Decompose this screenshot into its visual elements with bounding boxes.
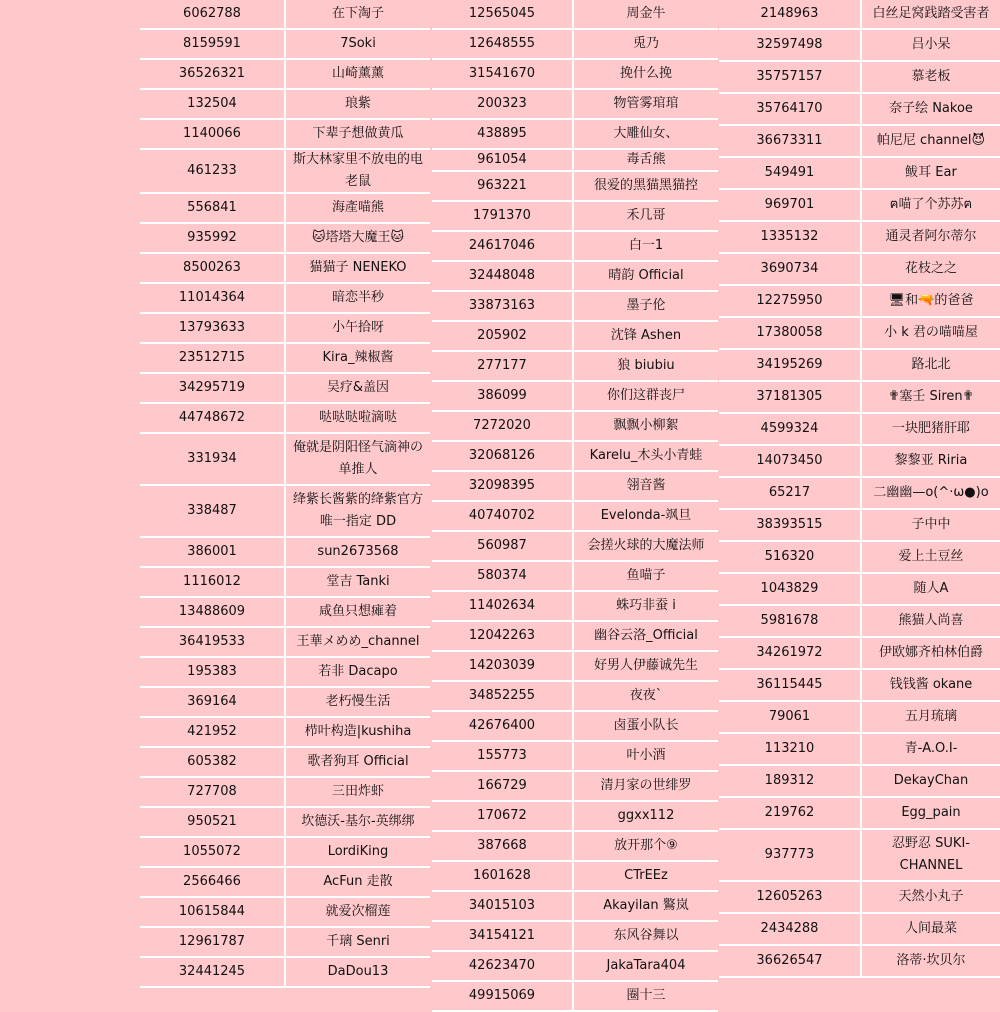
user-name-cell: 坎德沃-基尔-英绑绑 <box>301 814 415 829</box>
user-id-cell: 166729 <box>432 772 574 800</box>
user-id-cell: 969701 <box>719 190 862 220</box>
table-row <box>719 190 1000 222</box>
user-id-cell: 113210 <box>719 734 862 764</box>
user-id-cell: 219762 <box>719 798 862 828</box>
table-row <box>719 670 1000 702</box>
user-name-cell: 放开那个⑨ <box>614 838 678 853</box>
user-name-cell: 大雕仙女、 <box>613 126 679 141</box>
user-id-cell: 556841 <box>140 194 286 222</box>
table-row <box>432 60 718 90</box>
table-row <box>432 150 718 172</box>
user-name-cell: CTrEEz <box>624 868 668 883</box>
user-id-cell: 560987 <box>432 532 574 560</box>
user-id-cell: 36115445 <box>719 670 862 700</box>
user-id-cell: 935992 <box>140 224 286 252</box>
table-row <box>719 734 1000 766</box>
user-name-cell: 卤蛋小队长 <box>613 718 679 733</box>
table-row <box>719 0 1000 30</box>
user-id-cell: 49915069 <box>432 982 574 1010</box>
user-id-cell: 461233 <box>140 150 286 192</box>
user-name-cell: 小 k 君の喵喵屋 <box>884 325 978 340</box>
user-id-cell: 961054 <box>432 150 574 170</box>
table-row <box>719 478 1000 510</box>
user-name-cell: 哒哒哒啦滴哒 <box>318 410 397 425</box>
table-row <box>719 222 1000 254</box>
table-row <box>140 314 430 344</box>
user-name-cell: ✟塞壬 Siren✟ <box>888 389 974 404</box>
user-name-cell: DekayChan <box>893 773 969 788</box>
user-name-cell: 子中中 <box>911 517 951 532</box>
user-id-cell: 1335132 <box>719 222 862 252</box>
user-name-cell: 周金牛 <box>626 6 666 21</box>
user-id-cell: 38393515 <box>719 510 862 540</box>
table-row <box>719 574 1000 606</box>
user-id-cell: 369164 <box>140 688 286 716</box>
table-row <box>432 832 718 862</box>
table-row <box>432 382 718 412</box>
table-row <box>432 202 718 232</box>
table-row <box>432 0 718 30</box>
user-id-cell: 79061 <box>719 702 862 732</box>
user-id-cell: 10615844 <box>140 898 286 926</box>
user-id-cell: 12275950 <box>719 286 862 316</box>
user-name-cell: 帕尼尼 channel😈 <box>876 133 986 148</box>
table-row <box>432 592 718 622</box>
user-name-cell: 物管雾琯琯 <box>613 96 679 111</box>
user-id-cell: 155773 <box>432 742 574 770</box>
user-name-cell: 禾几哥 <box>626 208 666 223</box>
table-row <box>432 802 718 832</box>
table-row <box>140 718 430 748</box>
user-id-cell: 35757157 <box>719 62 862 92</box>
user-name-cell: 飘飘小柳絮 <box>613 418 679 433</box>
user-id-cell: 605382 <box>140 748 286 776</box>
user-id-cell: 32098395 <box>432 472 574 500</box>
user-name-cell: 千璃 Senri <box>326 934 390 949</box>
user-name-cell: 会搓火球的大魔法师 <box>587 538 705 553</box>
user-name-cell: 东风谷舞以 <box>613 928 679 943</box>
user-name-cell: DaDou13 <box>327 964 389 979</box>
user-id-cell: 205902 <box>432 322 574 350</box>
table-row <box>432 502 718 532</box>
user-id-cell: 2566466 <box>140 868 286 896</box>
user-id-cell: 1043829 <box>719 574 862 604</box>
user-name-cell: 花枝之之 <box>904 261 957 276</box>
user-name-cell: 就爱次榴莲 <box>325 904 391 919</box>
user-id-cell: 34261972 <box>719 638 862 668</box>
table-row <box>432 120 718 150</box>
table-row <box>719 382 1000 414</box>
user-id-cell: 33873163 <box>432 292 574 320</box>
table-row <box>140 344 430 374</box>
user-name-cell: Kira_辣椒酱 <box>322 350 394 365</box>
user-name-cell: 堂吉 Tanki <box>326 574 390 589</box>
table-row <box>432 412 718 442</box>
user-id-cell: 11402634 <box>432 592 574 620</box>
user-id-cell: 200323 <box>432 90 574 118</box>
table-row <box>140 404 430 434</box>
user-name-cell: 一块肥猪肝耶 <box>891 421 970 436</box>
table-row <box>140 150 430 194</box>
user-name-cell: 栉叶构造|kushiha <box>304 724 412 739</box>
user-id-cell: 3690734 <box>719 254 862 284</box>
table-row <box>719 606 1000 638</box>
user-name-cell: 圈十三 <box>626 988 666 1003</box>
user-name-cell: 吴疗&盖因 <box>326 380 390 395</box>
user-name-cell: 随人A <box>913 581 949 596</box>
user-id-cell: 386099 <box>432 382 574 410</box>
user-id-cell: 189312 <box>719 766 862 796</box>
user-name-cell: ฅ喵了个苏苏ฅ <box>889 197 973 212</box>
user-name-cell: 奈子绘 Nakoe <box>889 101 973 116</box>
user-id-cell: 195383 <box>140 658 286 686</box>
user-table-column-3 <box>719 0 1000 978</box>
user-name-cell: 夜夜` <box>629 688 663 703</box>
table-row <box>432 742 718 772</box>
user-id-cell: 5981678 <box>719 606 862 636</box>
user-name-cell: 鲅耳 Ear <box>905 165 957 180</box>
user-name-cell: 伊欧娜齐柏林伯爵 <box>878 645 983 660</box>
user-name-cell: 🖥和🔫的爸爸 <box>888 293 974 308</box>
user-name-cell: 俺就是阴阳怪气滴神の单推人 <box>292 440 423 477</box>
user-name-cell: 很爱的黑猫黑猫控 <box>593 178 698 193</box>
user-id-cell: 950521 <box>140 808 286 836</box>
user-id-cell: 7272020 <box>432 412 574 440</box>
user-id-cell: 23512715 <box>140 344 286 372</box>
table-row <box>719 510 1000 542</box>
table-row <box>432 90 718 120</box>
user-id-cell: 170672 <box>432 802 574 830</box>
user-id-cell: 13793633 <box>140 314 286 342</box>
table-row <box>432 232 718 262</box>
table-row <box>432 682 718 712</box>
user-name-cell: 洛蒂·坎贝尔 <box>896 953 966 968</box>
user-id-cell: 963221 <box>432 172 574 200</box>
table-row <box>719 414 1000 446</box>
user-name-cell: ggxx112 <box>617 808 675 823</box>
user-id-cell: 1791370 <box>432 202 574 230</box>
table-row <box>140 0 430 30</box>
user-name-cell: JakaTara404 <box>606 958 686 973</box>
user-name-cell: 沈锋 Ashen <box>610 328 682 343</box>
user-name-cell: 暗恋半秒 <box>331 290 384 305</box>
table-row <box>719 30 1000 62</box>
user-name-cell: 熊猫人尚喜 <box>898 613 964 628</box>
user-name-cell: AcFun 走散 <box>323 874 393 889</box>
user-id-cell: 12565045 <box>432 0 574 28</box>
user-name-cell: 毒舌熊 <box>626 152 666 167</box>
user-id-cell: 338487 <box>140 486 286 536</box>
table-row <box>719 542 1000 574</box>
table-row <box>432 922 718 952</box>
user-name-cell: 斯大林家里不放电的电老鼠 <box>292 152 423 189</box>
table-row <box>140 808 430 838</box>
user-id-cell: 438895 <box>432 120 574 148</box>
table-row <box>140 374 430 404</box>
user-name-cell: 海產喵熊 <box>331 200 384 215</box>
user-name-cell: 🐱塔塔大魔王🐱 <box>311 230 405 245</box>
user-name-cell: 绛紫长酱紫的绛紫官方唯一指定 DD <box>292 492 423 529</box>
user-id-cell: 32441245 <box>140 958 286 986</box>
table-row <box>432 442 718 472</box>
user-name-cell: Egg_pain <box>901 805 961 820</box>
user-id-cell: 12042263 <box>432 622 574 650</box>
table-row <box>719 446 1000 478</box>
user-name-cell: 你们这群丧尸 <box>606 388 685 403</box>
table-row <box>140 486 430 538</box>
table-row <box>140 90 430 120</box>
user-id-cell: 24617046 <box>432 232 574 260</box>
table-row <box>719 126 1000 158</box>
user-id-cell: 12605263 <box>719 882 862 912</box>
user-id-cell: 549491 <box>719 158 862 188</box>
user-id-cell: 34195269 <box>719 350 862 380</box>
table-row <box>719 946 1000 978</box>
user-name-cell: 鱼喵子 <box>626 568 666 583</box>
table-row <box>719 766 1000 798</box>
table-row <box>140 958 430 988</box>
user-id-cell: 34852255 <box>432 682 574 710</box>
user-id-cell: 14203039 <box>432 652 574 680</box>
table-row <box>432 952 718 982</box>
user-name-cell: 在下淘子 <box>331 6 384 21</box>
table-row <box>432 472 718 502</box>
table-row <box>140 120 430 150</box>
user-id-cell: 132504 <box>140 90 286 118</box>
user-name-cell: 幽谷云洛_Official <box>594 628 698 643</box>
user-name-cell: 兎乃 <box>632 36 659 51</box>
user-id-cell: 11014364 <box>140 284 286 312</box>
table-row <box>719 62 1000 94</box>
user-id-cell: 36526321 <box>140 60 286 88</box>
table-row <box>140 748 430 778</box>
table-row <box>432 772 718 802</box>
table-row <box>432 30 718 60</box>
table-row <box>140 60 430 90</box>
user-name-cell: 天然小丸子 <box>898 889 964 904</box>
user-table-column-1 <box>140 0 430 988</box>
user-name-cell: 墨子伦 <box>626 298 666 313</box>
user-id-cell: 17380058 <box>719 318 862 348</box>
table-row <box>719 638 1000 670</box>
user-name-cell: 吕小呆 <box>911 37 951 52</box>
user-name-cell: Akayilan 鸄岚 <box>603 898 689 913</box>
user-name-cell: 爱上土豆丝 <box>898 549 964 564</box>
table-row <box>719 158 1000 190</box>
table-row <box>140 898 430 928</box>
user-id-cell: 2434288 <box>719 914 862 944</box>
user-id-cell: 32597498 <box>719 30 862 60</box>
user-name-cell: Evelonda-飒旦 <box>600 508 692 523</box>
table-row <box>719 286 1000 318</box>
user-id-cell: 4599324 <box>719 414 862 444</box>
table-row <box>140 838 430 868</box>
table-row <box>719 914 1000 946</box>
table-row <box>719 318 1000 350</box>
user-name-cell: Karelu_木头小青蛙 <box>589 448 703 463</box>
user-id-cell: 277177 <box>432 352 574 380</box>
user-name-cell: 晴韵 Official <box>608 268 684 283</box>
user-name-cell: sun2673568 <box>317 544 399 559</box>
user-id-cell: 1140066 <box>140 120 286 148</box>
table-row <box>719 350 1000 382</box>
user-name-cell: 通灵者阿尔蒂尔 <box>885 229 977 244</box>
user-name-cell: 蛛巧非蚕 i <box>616 598 676 613</box>
user-id-cell: 421952 <box>140 718 286 746</box>
user-id-cell: 36419533 <box>140 628 286 656</box>
table-row <box>140 538 430 568</box>
table-row <box>140 254 430 284</box>
table-row <box>140 224 430 254</box>
table-row <box>432 982 718 1012</box>
user-name-cell: 叶小酒 <box>626 748 666 763</box>
user-name-cell: 琅紫 <box>344 96 371 111</box>
table-row <box>140 284 430 314</box>
user-id-cell: 12961787 <box>140 928 286 956</box>
user-id-cell: 32068126 <box>432 442 574 470</box>
table-row <box>432 562 718 592</box>
user-name-cell: 猫猫子 NENEKO <box>309 260 407 275</box>
table-row <box>140 30 430 60</box>
user-name-cell: 慕老板 <box>911 69 951 84</box>
user-name-cell: 王華メめめ_channel <box>296 634 420 649</box>
user-id-cell: 34015103 <box>432 892 574 920</box>
user-id-cell: 40740702 <box>432 502 574 530</box>
user-id-cell: 727708 <box>140 778 286 806</box>
table-row <box>432 622 718 652</box>
user-name-cell: 钱钱酱 okane <box>889 677 973 692</box>
user-id-cell: 516320 <box>719 542 862 572</box>
user-name-cell: 人间最菜 <box>904 921 957 936</box>
user-id-cell: 331934 <box>140 434 286 484</box>
table-row <box>432 292 718 322</box>
user-id-cell: 37181305 <box>719 382 862 412</box>
user-id-cell: 31541670 <box>432 60 574 88</box>
table-row <box>432 892 718 922</box>
table-row <box>432 172 718 202</box>
user-id-cell: 13488609 <box>140 598 286 626</box>
user-name-cell: 老朽慢生活 <box>325 694 391 709</box>
table-row <box>719 702 1000 734</box>
table-row <box>140 928 430 958</box>
user-id-cell: 36673311 <box>719 126 862 156</box>
user-id-cell: 35764170 <box>719 94 862 124</box>
user-name-cell: 咸鱼只想瘫着 <box>318 604 397 619</box>
user-name-cell: 山崎薰薰 <box>331 66 384 81</box>
user-id-cell: 34295719 <box>140 374 286 402</box>
user-id-cell: 32448048 <box>432 262 574 290</box>
user-id-cell: 386001 <box>140 538 286 566</box>
user-name-cell: 狼 biubiu <box>617 358 675 373</box>
user-id-cell: 1601628 <box>432 862 574 890</box>
table-row <box>432 352 718 382</box>
table-row <box>432 712 718 742</box>
table-row <box>140 778 430 808</box>
table-row <box>140 658 430 688</box>
user-id-cell: 580374 <box>432 562 574 590</box>
user-name-cell: 挽什么挽 <box>619 66 672 81</box>
user-id-cell: 42623470 <box>432 952 574 980</box>
user-name-cell: 五月琉璃 <box>904 709 957 724</box>
user-id-cell: 34154121 <box>432 922 574 950</box>
table-row <box>432 862 718 892</box>
user-id-cell: 387668 <box>432 832 574 860</box>
user-id-cell: 8500263 <box>140 254 286 282</box>
table-row <box>140 688 430 718</box>
user-name-cell: 若非 Dacapo <box>318 664 398 679</box>
user-name-cell: 下辈子想做黄瓜 <box>312 126 404 141</box>
user-name-cell: 路北北 <box>911 357 951 372</box>
user-name-cell: 7Soki <box>340 36 376 51</box>
user-id-cell: 6062788 <box>140 0 286 28</box>
table-row <box>719 830 1000 882</box>
user-name-cell: 白一1 <box>628 238 664 253</box>
user-id-cell: 42676400 <box>432 712 574 740</box>
table-row <box>719 798 1000 830</box>
user-id-cell: 36626547 <box>719 946 862 976</box>
user-name-cell: 黎黎亚 Riria <box>894 453 968 468</box>
table-row <box>140 434 430 486</box>
user-id-cell: 44748672 <box>140 404 286 432</box>
table-row <box>432 532 718 562</box>
user-name-cell: 歌者狗耳 Official <box>307 754 409 769</box>
table-row <box>140 628 430 658</box>
user-id-cell: 65217 <box>719 478 862 508</box>
user-id-cell: 2148963 <box>719 0 862 28</box>
user-id-cell: 12648555 <box>432 30 574 58</box>
user-id-cell: 937773 <box>719 830 862 880</box>
user-name-cell: 白丝足窝践踏受害者 <box>872 6 990 21</box>
table-row <box>719 882 1000 914</box>
table-row <box>432 322 718 352</box>
table-row <box>432 262 718 292</box>
user-name-cell: 好男人伊藤诚先生 <box>593 658 698 673</box>
user-name-cell: 忍野忍 SUKI-CHANNEL <box>892 836 970 873</box>
user-table-column-2 <box>432 0 718 1012</box>
user-id-cell: 1055072 <box>140 838 286 866</box>
user-name-cell: 翎音酱 <box>626 478 666 493</box>
table-row <box>140 598 430 628</box>
user-name-cell: 青-A.O.I- <box>904 741 958 756</box>
table-row <box>719 254 1000 286</box>
user-name-cell: 小午拾呀 <box>331 320 384 335</box>
table-row <box>140 194 430 224</box>
table-row <box>140 868 430 898</box>
table-row <box>719 94 1000 126</box>
table-row <box>140 568 430 598</box>
user-name-cell: 清月家の世绯罗 <box>600 778 692 793</box>
user-name-cell: LordiKing <box>327 844 389 859</box>
table-row <box>432 652 718 682</box>
user-id-cell: 1116012 <box>140 568 286 596</box>
user-id-cell: 14073450 <box>719 446 862 476</box>
user-name-cell: 三田炸虾 <box>331 784 384 799</box>
user-id-cell: 8159591 <box>140 30 286 58</box>
user-name-cell: 二幽幽—o(^·ω●)o <box>873 485 989 500</box>
